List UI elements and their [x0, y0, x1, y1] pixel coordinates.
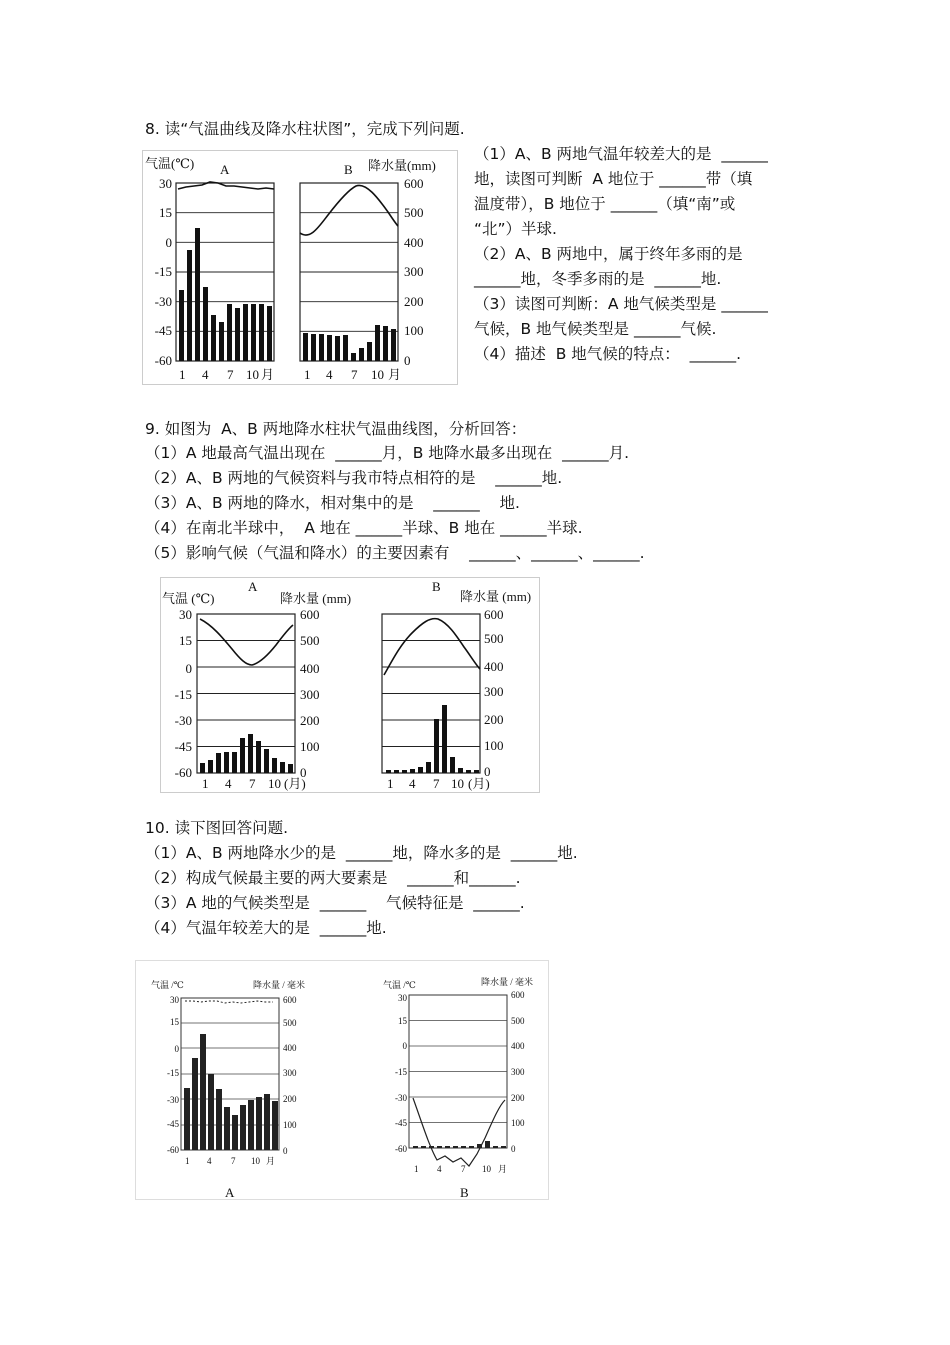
q8-xa-1: 1 — [179, 367, 186, 382]
q8-rt-1: 500 — [404, 205, 424, 220]
q9-art-3: 300 — [300, 687, 320, 702]
q10-a-bar-8 — [240, 1105, 246, 1150]
q9-line-2: （2）A、B 两地的气候资料与我市特点相符的是 ______地. — [145, 469, 563, 487]
q9-b-bar-5 — [418, 767, 423, 773]
q10-blt-1: 15 — [398, 1016, 407, 1026]
q9-b-bar-4 — [410, 769, 415, 773]
q10-art-0: 600 — [283, 995, 297, 1005]
q8-line-2: 地，读图可判断 A 地位于 ______带（填 — [474, 170, 753, 188]
q10-xb-7: 7 — [461, 1164, 466, 1174]
q9-b-bar-6 — [426, 762, 431, 773]
q8-lt-4: -30 — [154, 294, 172, 309]
q10-xa-7: 7 — [231, 1156, 236, 1166]
q10-alt-5: -45 — [167, 1119, 179, 1129]
q8-lt-6: -60 — [154, 353, 172, 368]
q9-line-1: （1）A 地最高气温出现在 ______月，B 地降水最多出现在 ______月. — [145, 444, 630, 462]
q10-line-1: （1）A、B 两地降水少的是 ______地，降水多的是 ______地. — [145, 844, 578, 862]
q9-lt-2: 0 — [185, 661, 192, 676]
q10-alt-2: 0 — [174, 1044, 179, 1054]
q8-lt-3: -15 — [154, 264, 172, 279]
q9-a-panel-label: A — [248, 579, 258, 594]
q8-xb-unit: 月 — [388, 367, 402, 382]
q8-lt-0: 30 — [159, 176, 172, 191]
q10-art-2: 400 — [283, 1043, 297, 1053]
q8-climate-chart — [142, 150, 458, 385]
q9-a-bar-12 — [288, 764, 293, 773]
q10-alt-3: -15 — [167, 1068, 179, 1078]
q9-lt-6: -60 — [174, 765, 192, 780]
q8-a-bar-9 — [243, 304, 248, 361]
q9-xa-4: 4 — [225, 776, 232, 791]
q10-line-2: （2）构成气候最主要的两大要素是 ______和______. — [145, 869, 521, 887]
q9-a-bar-8 — [256, 741, 261, 773]
q10-a-bar-10 — [256, 1097, 262, 1150]
q9-xa-1: 1 — [202, 776, 209, 791]
q8-b-bar-9 — [367, 342, 372, 361]
q9-xb-10: 10 — [451, 776, 464, 791]
q10-a-left-axis-label: 气温 /℃ — [151, 980, 184, 990]
q8-xa-unit: 月 — [261, 367, 275, 382]
q9-climate-chart — [160, 577, 540, 793]
q9-line-5: （5）影响气候（气温和降水）的主要因素有 ______、______、______. — [145, 544, 645, 562]
q8-b-bar-11 — [383, 326, 388, 361]
q10-xa-10: 10 — [251, 1156, 260, 1166]
q10-art-4: 200 — [283, 1094, 297, 1104]
q8-line-4: “北”）半球. — [474, 220, 557, 238]
q9-xb-unit: (月) — [468, 776, 490, 791]
q10-xb-10: 10 — [482, 1164, 491, 1174]
q9-a-bar-1 — [200, 763, 205, 773]
q9-lt-5: -45 — [174, 739, 192, 754]
q10-b-bar-5 — [445, 1146, 450, 1148]
q8-xb-4: 4 — [326, 367, 333, 382]
q8-left-axis-label: 气温(℃) — [145, 156, 195, 171]
q10-a-bar-6 — [224, 1107, 230, 1150]
q10-a-bar-12 — [272, 1101, 278, 1150]
q10-brt-1: 500 — [511, 1016, 525, 1026]
q10-blt-5: -45 — [395, 1118, 407, 1128]
q10-art-6: 0 — [283, 1146, 288, 1156]
q9-brt-6: 0 — [484, 764, 491, 779]
q10-xb-1: 1 — [414, 1164, 419, 1174]
q9-lt-4: -30 — [174, 713, 192, 728]
q9-a-bar-11 — [280, 762, 285, 773]
q9-brt-4: 200 — [484, 712, 504, 727]
q9-xb-4: 4 — [409, 776, 416, 791]
q10-xb-unit: 月 — [498, 1164, 508, 1174]
q8-lt-1: 15 — [159, 205, 172, 220]
q9-lt-1: 15 — [179, 633, 192, 648]
q10-a-bar-9 — [248, 1100, 254, 1150]
q10-blt-3: -15 — [395, 1067, 407, 1077]
q10-alt-6: -60 — [167, 1145, 179, 1155]
q10-b-bar-4 — [437, 1146, 442, 1148]
q8-title: 8. 读“气温曲线及降水柱状图”，完成下列问题. — [145, 120, 465, 138]
q8-b-bar-4 — [327, 335, 332, 361]
q8-b-bar-10 — [375, 325, 380, 361]
q9-b-bar-1 — [386, 770, 391, 773]
q9-brt-2: 400 — [484, 659, 504, 674]
q10-xb-4: 4 — [437, 1164, 442, 1174]
q8-xb-1: 1 — [304, 367, 311, 382]
q10-b-bar-6 — [453, 1146, 458, 1148]
q8-xa-10: 10 — [246, 367, 259, 382]
q9-xb-7: 7 — [433, 776, 440, 791]
q8-rt-6: 0 — [404, 353, 411, 368]
q8-line-7: （3）读图可判断：A 地气候类型是 ______ — [474, 295, 768, 313]
q8-line-1: （1）A、B 两地气温年较差大的是 ______ — [474, 145, 768, 163]
q8-line-5: （2）A、B 两地中，属于终年多雨的是 — [474, 245, 743, 263]
q10-xa-4: 4 — [207, 1156, 212, 1166]
q10-a-bar-5 — [216, 1089, 222, 1150]
q9-art-1: 500 — [300, 633, 320, 648]
q10-climate-chart — [135, 960, 549, 1200]
q9-xa-7: 7 — [249, 776, 256, 791]
q9-art-5: 100 — [300, 739, 320, 754]
q8-panel-b-label: B — [344, 162, 353, 177]
q10-line-4: （4）气温年较差大的是 ______地. — [145, 919, 387, 937]
q10-art-5: 100 — [283, 1120, 297, 1130]
q8-line-9: （4）描述 B 地气候的特点： ______. — [474, 345, 742, 363]
q10-b-right-axis-label: 降水量 / 毫米 — [481, 977, 534, 987]
q10-b-bar-2 — [421, 1146, 426, 1148]
q8-b-bar-5 — [335, 336, 340, 361]
q10-brt-3: 300 — [511, 1067, 525, 1077]
q10-a-right-axis-label: 降水量 / 毫米 — [253, 980, 306, 990]
q10-art-3: 300 — [283, 1068, 297, 1078]
q9-b-bar-11 — [466, 770, 471, 773]
q9-brt-1: 500 — [484, 631, 504, 646]
q10-brt-4: 200 — [511, 1093, 525, 1103]
q8-rt-3: 300 — [404, 264, 424, 279]
q10-b-bar-1 — [413, 1146, 418, 1148]
q8-lt-5: -45 — [154, 323, 172, 338]
q8-b-bar-1 — [303, 333, 308, 361]
q10-panel-b-label: B — [460, 1185, 469, 1200]
q10-b-bar-3 — [429, 1146, 434, 1148]
q9-b-bar-9 — [450, 757, 455, 773]
q9-a-bar-4 — [224, 752, 229, 773]
q8-line-6: ______地，冬季多雨的是 ______地. — [474, 270, 722, 288]
q8-panel-a-label: A — [220, 162, 230, 177]
q10-b-bar-9 — [477, 1144, 482, 1148]
q8-b-bar-12 — [391, 329, 396, 361]
q8-xa-4: 4 — [202, 367, 209, 382]
q9-a-right-axis-label: 降水量 (mm) — [280, 591, 352, 606]
q8-b-bar-2 — [311, 334, 316, 361]
q9-b-bar-10 — [458, 768, 463, 773]
q10-blt-2: 0 — [402, 1041, 407, 1051]
q10-a-bar-1 — [184, 1088, 190, 1150]
q8-right-axis-label: 降水量(mm) — [368, 158, 436, 173]
q9-line-3: （3）A、B 两地的降水，相对集中的是 ______ 地. — [145, 494, 520, 512]
q9-a-bar-10 — [272, 758, 277, 773]
q10-xa-unit: 月 — [266, 1156, 276, 1166]
q9-brt-3: 300 — [484, 684, 504, 699]
q8-a-bar-1 — [179, 290, 184, 361]
q8-rt-4: 200 — [404, 294, 424, 309]
q8-xa-7: 7 — [227, 367, 234, 382]
q8-a-bar-8 — [235, 308, 240, 361]
q8-a-bar-2 — [187, 250, 192, 361]
q10-a-bar-7 — [232, 1115, 238, 1150]
q10-a-bar-2 — [192, 1058, 198, 1150]
q9-a-bar-9 — [264, 749, 269, 773]
q10-a-bar-3 — [200, 1034, 206, 1150]
q9-a-bar-3 — [216, 753, 221, 773]
q10-b-bar-10 — [485, 1141, 490, 1148]
q10-art-1: 500 — [283, 1018, 297, 1028]
q8-line-3: 温度带），B 地位于 ______（填“南”或 — [474, 195, 736, 213]
q10-blt-6: -60 — [395, 1144, 407, 1154]
q9-art-0: 600 — [300, 607, 320, 622]
q9-art-6: 0 — [300, 765, 307, 780]
q10-brt-5: 100 — [511, 1118, 525, 1128]
q8-a-bar-12 — [267, 306, 272, 361]
q9-xb-1: 1 — [387, 776, 394, 791]
q9-lt-3: -15 — [174, 687, 192, 702]
q10-blt-0: 30 — [398, 993, 407, 1003]
q9-a-bar-6 — [240, 738, 245, 773]
q8-b-bar-8 — [359, 348, 364, 361]
q8-rt-0: 600 — [404, 176, 424, 191]
q10-brt-0: 600 — [511, 990, 525, 1000]
q8-xb-7: 7 — [351, 367, 358, 382]
q10-blt-4: -30 — [395, 1093, 407, 1103]
q9-a-left-axis-label: 气温 (℃) — [162, 591, 215, 606]
q9-b-bar-3 — [402, 770, 407, 773]
q8-b-bar-3 — [319, 334, 324, 361]
q8-a-bar-11 — [259, 304, 264, 361]
q9-b-bar-7 — [434, 719, 439, 773]
q9-art-4: 200 — [300, 713, 320, 728]
q8-a-bar-5 — [211, 315, 216, 361]
q10-alt-1: 15 — [170, 1017, 179, 1027]
q8-a-bar-4 — [203, 287, 208, 361]
q10-brt-2: 400 — [511, 1041, 525, 1051]
q9-b-bar-12 — [474, 770, 479, 773]
q8-b-bar-7 — [351, 353, 356, 361]
q9-brt-0: 600 — [484, 607, 504, 622]
q9-brt-5: 100 — [484, 738, 504, 753]
q8-line-8: 气候，B 地气候类型是 ______气候. — [474, 320, 717, 338]
q10-panel-a-label: A — [225, 1185, 235, 1200]
q10-alt-4: -30 — [167, 1095, 179, 1105]
q10-b-bar-12 — [501, 1146, 506, 1148]
q10-brt-6: 0 — [511, 1144, 516, 1154]
q10-a-bar-11 — [264, 1094, 270, 1150]
q8-rt-2: 400 — [404, 235, 424, 250]
q8-a-bar-7 — [227, 304, 232, 361]
q9-line-4: （4）在南北半球中， A 地在 ______半球、B 地在 ______半球. — [145, 519, 583, 537]
q10-a-bar-4 — [208, 1074, 214, 1150]
q9-b-right-axis-label: 降水量 (mm) — [460, 589, 532, 604]
q9-b-panel-label: B — [432, 579, 441, 594]
q10-b-bar-11 — [493, 1146, 498, 1148]
q9-a-bar-2 — [208, 760, 213, 773]
q9-a-bar-7 — [248, 734, 253, 773]
q8-a-bar-10 — [251, 304, 256, 361]
q9-xa-10: 10 — [268, 776, 281, 791]
q10-line-3: （3）A 地的气候类型是 ______ 气候特征是 ______. — [145, 894, 525, 912]
q9-b-bar-8 — [442, 705, 447, 773]
q8-a-bar-3 — [195, 228, 200, 361]
q10-b-left-axis-label: 气温 /℃ — [383, 980, 416, 990]
q10-title: 10. 读下图回答问题. — [145, 819, 289, 837]
q9-art-2: 400 — [300, 661, 320, 676]
q10-b-bar-8 — [469, 1146, 474, 1148]
q9-b-bar-2 — [394, 770, 399, 773]
q8-lt-2: 0 — [165, 235, 172, 250]
q10-b-bar-7 — [461, 1146, 466, 1148]
q10-alt-0: 30 — [170, 995, 179, 1005]
q8-rt-5: 100 — [404, 323, 424, 338]
q10-xa-1: 1 — [185, 1156, 190, 1166]
q9-lt-0: 30 — [179, 607, 192, 622]
q9-xa-unit: (月) — [284, 776, 306, 791]
q9-a-bar-5 — [232, 752, 237, 773]
q8-b-bar-6 — [343, 335, 348, 361]
q9-title: 9. 如图为 A、B 两地降水柱状气温曲线图，分析回答： — [145, 420, 527, 438]
q8-xb-10: 10 — [371, 367, 384, 382]
q8-a-bar-6 — [219, 322, 224, 361]
